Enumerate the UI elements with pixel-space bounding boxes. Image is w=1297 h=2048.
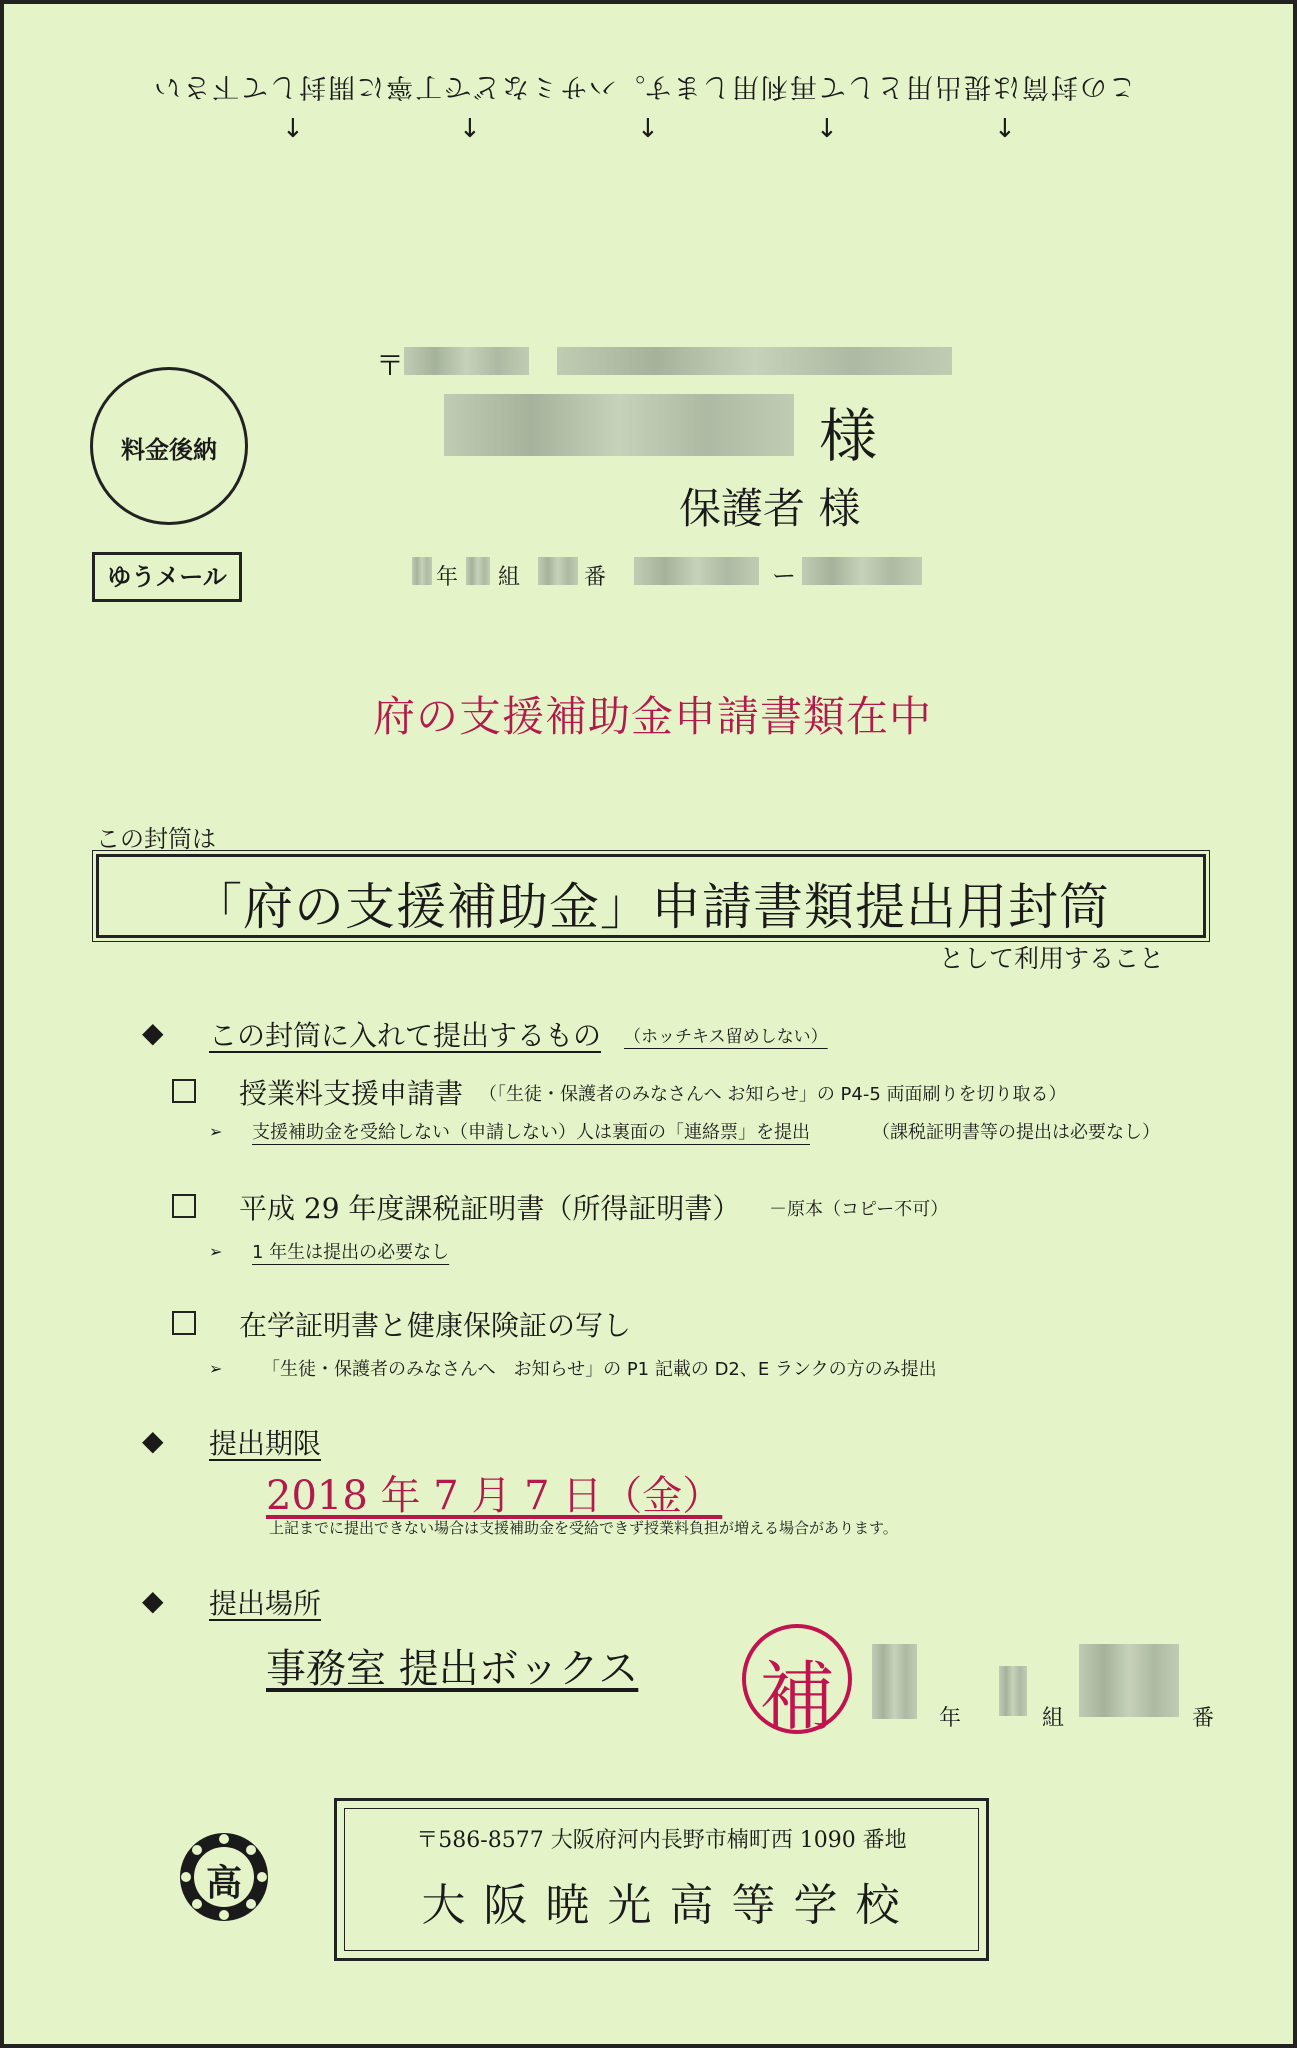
sub-arrow-icon: ➢ (209, 1122, 223, 1141)
mail-type-label: ゆうメール (92, 552, 242, 602)
item-sub-note: （課税証明書等の提出は必要なし） (872, 1122, 1160, 1143)
stamp-number-label: 番 (1192, 1706, 1215, 1731)
place-value: 事務室 提出ボックス (266, 1646, 639, 1692)
deadline-date: 2018 年 7 月 7 日（金） (266, 1473, 723, 1519)
redacted-address (557, 347, 952, 375)
envelope-purpose-box (96, 854, 1206, 938)
redacted-year (412, 557, 432, 585)
bullet-diamond-icon: ◆ (142, 1016, 164, 1049)
deadline-warning: 上記までに提出できない場合は支援補助金を受給できず授業料負担が増える場合があります。 (269, 1519, 898, 1537)
flap-arrow-icon: ↓ (637, 114, 659, 144)
sender-box (334, 1798, 989, 1961)
envelope-purpose-title: 「府の支援補助金」申請書類提出用封筒 (192, 878, 1110, 936)
item-note: （「生徒・保護者のみなさんへ お知らせ」の P4-5 両面刷りを切り取る） (479, 1084, 1067, 1105)
items-heading: この封筒に入れて提出するもの (209, 1019, 602, 1052)
place-heading: 提出場所 (209, 1587, 322, 1620)
flap-arrow-icon: ↓ (994, 114, 1016, 144)
redacted-number (538, 557, 578, 585)
stamp-class-label: 組 (1042, 1706, 1065, 1731)
school-name: 大 阪 暁 光 高 等 学 校 (421, 1880, 902, 1931)
class-label: 組 (498, 565, 521, 590)
school-emblem-icon (176, 1829, 272, 1925)
bullet-diamond-icon: ◆ (142, 1424, 164, 1457)
sub-arrow-icon: ➢ (209, 1242, 223, 1261)
redacted-student-name (444, 394, 794, 456)
item-sub-text: 1 年生は提出の必要なし (252, 1242, 450, 1263)
redacted-stamp-number (1079, 1644, 1179, 1717)
guardian-line: 保護者 様 (679, 484, 861, 533)
redacted-postal-code (404, 347, 529, 375)
item-sub-text: 「生徒・保護者のみなさんへ お知らせ」の P1 記載の D2、E ランクの方のみ提出 (262, 1359, 937, 1380)
items-heading-note: （ホッチキス留めしない） (624, 1027, 828, 1047)
usage-tail: として利用すること (939, 944, 1165, 973)
redacted-stamp-year (872, 1644, 917, 1719)
item-title: 在学証明書と健康保険証の写し (239, 1309, 632, 1342)
stamp-year-label: 年 (939, 1706, 962, 1731)
honorific: 様 (819, 402, 878, 470)
redacted-student-id-1 (634, 557, 759, 585)
school-emblem-char: 高 (205, 1862, 242, 1904)
item-sub-text: 支援補助金を受給しない（申請しない）人は裏面の「連絡票」を提出 (252, 1122, 810, 1143)
sub-arrow-icon: ➢ (209, 1359, 223, 1378)
redacted-student-id-2 (802, 557, 922, 585)
flap-arrow-icon: ↓ (816, 114, 838, 144)
enclosed-notice: 府の支援補助金申請書類在中 (372, 692, 932, 741)
postage-paid-label: 料金後納 (121, 436, 217, 464)
subsidy-stamp-char: 補 (759, 1652, 835, 1741)
number-label: 番 (584, 565, 607, 590)
year-label: 年 (436, 565, 459, 590)
flap-arrow-icon: ↓ (459, 114, 481, 144)
deadline-heading: 提出期限 (209, 1427, 322, 1460)
item-title: 平成 29 年度課税証明書（所得証明書） (239, 1192, 741, 1225)
checkbox[interactable] (172, 1079, 196, 1103)
postage-paid-stamp (90, 367, 248, 525)
school-address: 〒586-8577 大阪府河内長野市楠町西 1090 番地 (416, 1828, 907, 1853)
flap-arrow-icon: ↓ (282, 114, 304, 144)
usage-lead: この封筒は (96, 825, 216, 853)
id-dash: ー (772, 562, 796, 590)
checkbox[interactable] (172, 1311, 196, 1335)
flap-instruction: この封筒は提出用として再利用します。ハサミなどで丁寧に開封して下さい (152, 71, 1136, 102)
checkbox[interactable] (172, 1194, 196, 1218)
postal-mark-icon: 〒 (376, 349, 405, 382)
item-note: －原本（コピー不可） (769, 1199, 949, 1220)
redacted-stamp-class (999, 1666, 1027, 1716)
item-title: 授業料支援申請書 (239, 1077, 464, 1110)
subsidy-stamp (742, 1624, 852, 1741)
redacted-class (466, 557, 490, 585)
bullet-diamond-icon: ◆ (142, 1584, 164, 1617)
